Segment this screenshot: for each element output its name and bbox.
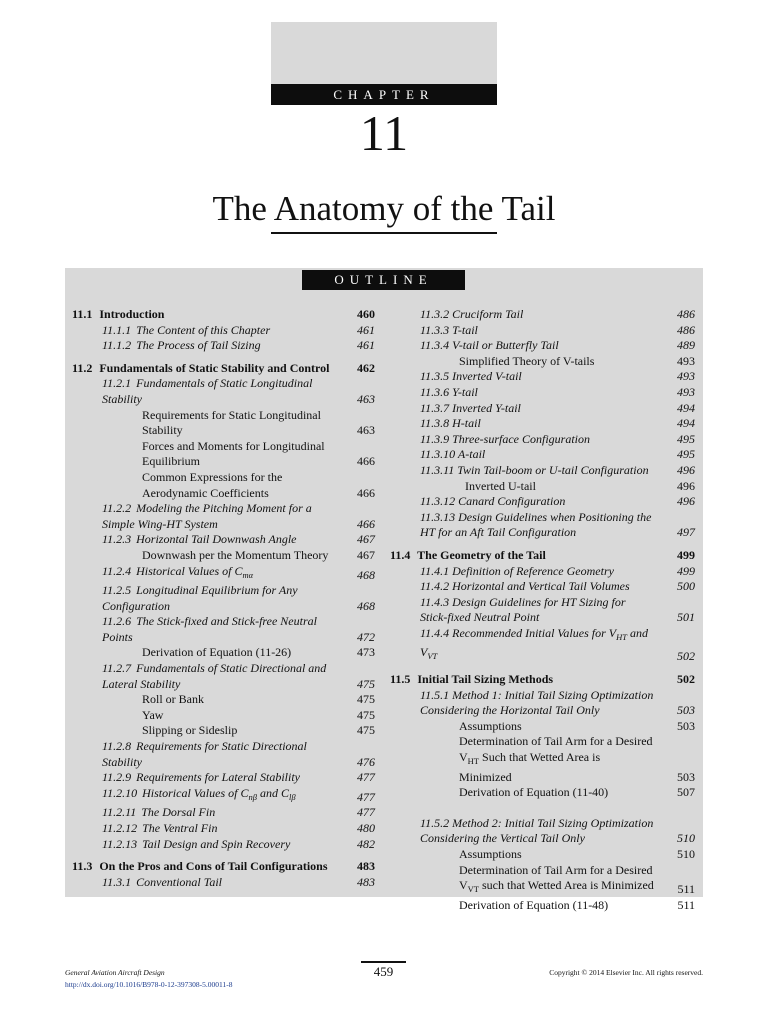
entry-title bbox=[459, 734, 695, 785]
outline-entry[interactable] bbox=[390, 719, 695, 735]
entry-text: Initial Tail Sizing Methods bbox=[417, 672, 554, 687]
outline-entry[interactable] bbox=[390, 564, 695, 580]
outline-entry[interactable] bbox=[390, 816, 695, 847]
entry-text: Such that Wetted Area is Minimized bbox=[459, 750, 601, 784]
outline-entry[interactable] bbox=[72, 548, 375, 564]
entry-number: 11.3.5 bbox=[420, 369, 450, 384]
chapter-header-box bbox=[271, 22, 497, 84]
entry-page-number: 472 bbox=[357, 629, 375, 644]
entry-text: The Ventral Fin bbox=[142, 821, 218, 835]
entry-text: The Process of Tail Sizing bbox=[136, 338, 261, 353]
outline-entry[interactable] bbox=[72, 564, 375, 584]
entry-page-number: 493 bbox=[677, 369, 695, 384]
entry-subscript: HT bbox=[616, 631, 627, 642]
entry-text: Forces and Moments for Longitudinal Equilibrium bbox=[142, 438, 325, 469]
entry-title bbox=[142, 439, 375, 470]
outline-entry[interactable] bbox=[390, 494, 695, 510]
entry-title bbox=[459, 719, 695, 735]
entry-text: Inverted Y-tail bbox=[452, 400, 521, 415]
entry-title bbox=[459, 863, 695, 898]
entry-title bbox=[459, 785, 695, 801]
entry-page-number: 466 bbox=[357, 516, 375, 531]
outline-section[interactable] bbox=[72, 307, 375, 323]
entry-page-number: 467 bbox=[357, 532, 375, 547]
entry-title bbox=[102, 583, 375, 614]
entry-text: Requirements for Static Directional Stability bbox=[102, 739, 307, 769]
outline-section[interactable] bbox=[72, 859, 375, 875]
entry-text: The Dorsal Fin bbox=[141, 805, 216, 820]
entry-page-number: 477 bbox=[357, 789, 375, 804]
entry-number: 11.2.13 bbox=[102, 836, 138, 851]
outline-entry[interactable] bbox=[72, 708, 375, 724]
entry-number: 11.4 bbox=[390, 547, 411, 562]
entry-page-number: 462 bbox=[357, 360, 375, 375]
outline-entry[interactable] bbox=[390, 432, 695, 448]
outline-entry[interactable] bbox=[390, 338, 695, 354]
entry-text: H-tail bbox=[452, 416, 481, 431]
outline-section[interactable] bbox=[72, 361, 375, 377]
entry-text: Method 2: Initial Tail Sizing Optimization Considering the Vertical Tail Only bbox=[420, 815, 654, 846]
entry-title bbox=[420, 416, 695, 432]
entry-text: Modeling the Pitching Moment for a Simple Wing-HT System bbox=[102, 501, 312, 531]
entry-page-number: 467 bbox=[357, 547, 375, 562]
entry-page-number: 503 bbox=[677, 703, 695, 718]
chapter-title: The Anatomy of the Tail bbox=[212, 189, 556, 228]
entry-title bbox=[459, 354, 695, 370]
outline-entry[interactable] bbox=[72, 439, 375, 470]
entry-text: Canard Configuration bbox=[458, 494, 566, 509]
entry-title bbox=[420, 816, 695, 847]
entry-title bbox=[420, 510, 695, 541]
entry-text: Historical Values of C bbox=[142, 785, 249, 800]
entry-subscript: VT bbox=[427, 651, 438, 662]
entry-text: A-tail bbox=[457, 447, 486, 462]
entry-title bbox=[420, 447, 695, 463]
entry-text: Introduction bbox=[99, 307, 165, 321]
entry-number: 11.5.2 bbox=[420, 815, 450, 830]
entry-title bbox=[142, 548, 375, 564]
entry-title bbox=[102, 614, 375, 645]
entry-text: and V bbox=[420, 625, 648, 660]
entry-page-number: 497 bbox=[677, 525, 695, 540]
entry-text: Historical Values of C bbox=[136, 563, 243, 578]
entry-title bbox=[142, 692, 375, 708]
footer-book-title: General Aviation Aircraft Design bbox=[65, 968, 165, 977]
outline-entry[interactable] bbox=[390, 863, 695, 898]
entry-text: Common Expressions for the Aerodynamic Coefficients bbox=[142, 469, 283, 500]
outline-entry[interactable] bbox=[72, 875, 375, 891]
entry-number: 11.5.1 bbox=[420, 687, 450, 702]
entry-page-number: 495 bbox=[677, 431, 695, 446]
entry-text: Recommended Initial Values for V bbox=[452, 625, 617, 640]
entry-text: Requirements for Static Longitudinal Stability bbox=[142, 407, 321, 438]
entry-text: Derivation of Equation (11-48) bbox=[459, 897, 609, 912]
entry-text: Roll or Bank bbox=[142, 692, 204, 707]
entry-page-number: 486 bbox=[677, 322, 695, 337]
entry-number: 11.3.6 bbox=[420, 384, 450, 399]
entry-title bbox=[420, 463, 695, 479]
entry-title bbox=[390, 548, 695, 564]
entry-title bbox=[459, 847, 695, 863]
entry-title bbox=[142, 723, 375, 739]
outline-entry[interactable] bbox=[72, 645, 375, 661]
entry-page-number: 496 bbox=[677, 462, 695, 477]
entry-page-number: 460 bbox=[357, 307, 375, 321]
entry-number: 11.4.1 bbox=[420, 563, 450, 578]
footer-copyright: Copyright © 2014 Elsevier Inc. All rights reserved. bbox=[549, 968, 703, 977]
entry-number: 11.3.9 bbox=[420, 431, 450, 446]
entry-title bbox=[420, 579, 695, 595]
entry-page-number: 475 bbox=[357, 676, 375, 691]
entry-text: and C bbox=[256, 785, 289, 800]
entry-page-number: 486 bbox=[677, 307, 695, 321]
entry-title bbox=[102, 739, 375, 770]
entry-page-number: 480 bbox=[357, 821, 375, 835]
entry-title bbox=[142, 408, 375, 439]
entry-number: 11.2.4 bbox=[102, 563, 132, 578]
entry-page-number: 482 bbox=[357, 836, 375, 851]
entry-number: 11.2.6 bbox=[102, 614, 132, 629]
outline-entry[interactable] bbox=[72, 805, 375, 821]
entry-page-number: 503 bbox=[677, 718, 695, 733]
entry-title bbox=[102, 786, 375, 806]
entry-title bbox=[420, 595, 695, 626]
chapter-label: CHAPTER bbox=[271, 84, 497, 105]
entry-title bbox=[390, 672, 695, 688]
outline-spacer bbox=[390, 801, 695, 816]
entry-text: Y-tail bbox=[452, 384, 478, 399]
entry-page-number: 468 bbox=[357, 567, 375, 582]
entry-page-number: 477 bbox=[357, 805, 375, 820]
entry-text: such that Wetted Area is Minimized bbox=[479, 878, 654, 893]
entry-title bbox=[459, 898, 695, 914]
entry-text: Method 1: Initial Tail Sizing Optimization Considering the Horizontal Tail Only bbox=[420, 687, 654, 718]
entry-text: Slipping or Sideslip bbox=[142, 723, 238, 738]
entry-text: The Stick-fixed and Stick-free Neutral Points bbox=[102, 614, 317, 644]
entry-text: The Geometry of the Tail bbox=[417, 547, 546, 562]
outline-entry[interactable] bbox=[390, 463, 695, 479]
entry-page-number: 495 bbox=[677, 447, 695, 462]
entry-number: 11.2.5 bbox=[102, 583, 132, 598]
entry-number: 11.2 bbox=[72, 360, 93, 375]
entry-page-number: 489 bbox=[677, 338, 695, 353]
entry-text: Derivation of Equation (11-26) bbox=[142, 645, 292, 660]
entry-page-number: 468 bbox=[357, 598, 375, 613]
entry-text: Design Guidelines for HT Sizing for Stick-fixed Neutral Point bbox=[420, 594, 626, 625]
outline-entry[interactable] bbox=[72, 837, 375, 853]
outline-entry[interactable] bbox=[390, 416, 695, 432]
outline-entry[interactable] bbox=[72, 739, 375, 770]
entry-title bbox=[465, 479, 695, 495]
outline-entry[interactable] bbox=[72, 614, 375, 645]
entry-page-number: 461 bbox=[357, 338, 375, 353]
entry-page-number: 475 bbox=[357, 692, 375, 707]
entry-text: Three-surface Configuration bbox=[452, 431, 590, 446]
outline-entry[interactable] bbox=[72, 770, 375, 786]
outline-entry[interactable] bbox=[72, 408, 375, 439]
entry-page-number: 494 bbox=[677, 416, 695, 431]
outline-entry[interactable] bbox=[390, 307, 695, 323]
entry-title bbox=[102, 770, 375, 786]
outline-entry[interactable] bbox=[72, 501, 375, 532]
entry-page-number: 496 bbox=[677, 494, 695, 509]
entry-page-number: 496 bbox=[677, 478, 695, 493]
entry-title bbox=[420, 688, 695, 719]
entry-title bbox=[72, 307, 375, 323]
entry-page-number: 493 bbox=[677, 353, 695, 368]
outline-left-column bbox=[72, 307, 375, 890]
outline-entry[interactable] bbox=[72, 583, 375, 614]
entry-number: 11.3.2 bbox=[420, 307, 450, 321]
entry-number: 11.3 bbox=[72, 859, 93, 874]
entry-title bbox=[102, 564, 375, 584]
outline-entry[interactable] bbox=[72, 723, 375, 739]
entry-text: The Content of this Chapter bbox=[136, 322, 271, 337]
outline-entry[interactable] bbox=[390, 385, 695, 401]
outline-entry[interactable] bbox=[390, 479, 695, 495]
entry-page-number: 466 bbox=[357, 485, 375, 500]
footer-page-rule bbox=[361, 961, 406, 963]
entry-text: On the Pros and Cons of Tail Configurations bbox=[99, 859, 328, 874]
entry-page-number: 475 bbox=[357, 707, 375, 722]
entry-page-number: 461 bbox=[357, 322, 375, 337]
outline-right-column bbox=[390, 307, 695, 913]
entry-page-number: 473 bbox=[357, 645, 375, 660]
entry-text: Horizontal Tail Downwash Angle bbox=[136, 532, 297, 547]
entry-number: 11.3.1 bbox=[102, 874, 132, 889]
entry-number: 11.4.4 bbox=[420, 625, 450, 640]
entry-title bbox=[420, 323, 695, 339]
outline-entry[interactable] bbox=[72, 470, 375, 501]
entry-page-number: 476 bbox=[357, 754, 375, 769]
entry-number: 11.3.8 bbox=[420, 416, 450, 431]
entry-title bbox=[102, 323, 375, 339]
entry-text: Assumptions bbox=[459, 847, 522, 861]
entry-page-number: 499 bbox=[677, 563, 695, 578]
entry-title bbox=[420, 307, 695, 323]
entry-number: 11.3.3 bbox=[420, 322, 450, 337]
outline-entry[interactable] bbox=[390, 369, 695, 385]
footer-doi-link[interactable]: http://dx.doi.org/10.1016/B978-0-12-397308-5.00011-8 bbox=[65, 980, 233, 989]
entry-number: 11.1.1 bbox=[102, 322, 132, 337]
outline-entry[interactable] bbox=[390, 898, 695, 914]
outline-entry[interactable] bbox=[72, 661, 375, 692]
entry-subscript: lβ bbox=[288, 791, 296, 802]
outline-section[interactable] bbox=[390, 548, 695, 564]
entry-title bbox=[102, 661, 375, 692]
entry-title bbox=[102, 376, 375, 407]
entry-text: Cruciform Tail bbox=[452, 307, 524, 321]
page-number: 459 bbox=[373, 964, 394, 979]
entry-page-number: 500 bbox=[677, 579, 695, 594]
entry-text: Downwash per the Momentum Theory bbox=[142, 547, 329, 562]
entry-page-number: 494 bbox=[677, 400, 695, 415]
entry-page-number: 463 bbox=[357, 391, 375, 406]
entry-page-number: 463 bbox=[357, 423, 375, 438]
outline-entry[interactable] bbox=[72, 338, 375, 354]
outline-entry[interactable] bbox=[390, 447, 695, 463]
entry-number: 11.4.3 bbox=[420, 594, 450, 609]
entry-page-number: 511 bbox=[677, 897, 695, 912]
entry-title bbox=[102, 875, 375, 891]
entry-text: V-tail or Butterfly Tail bbox=[452, 338, 559, 353]
entry-text: Horizontal and Vertical Tail Volumes bbox=[452, 579, 630, 594]
entry-text: Inverted V-tail bbox=[452, 369, 522, 384]
entry-text: Yaw bbox=[142, 707, 164, 722]
entry-text: Determination of Tail Arm for a Desired V bbox=[459, 862, 653, 893]
outline-entry[interactable] bbox=[72, 323, 375, 339]
entry-title bbox=[102, 805, 375, 821]
entry-text: Design Guidelines when Positioning the HT for an Aft Tail Configuration bbox=[420, 509, 652, 540]
outline-entry[interactable] bbox=[72, 786, 375, 806]
outline-entry[interactable] bbox=[390, 626, 695, 665]
entry-title bbox=[420, 432, 695, 448]
entry-text: Longitudinal Equilibrium for Any Configuration bbox=[102, 583, 298, 613]
entry-text: Determination of Tail Arm for a Desired V bbox=[459, 734, 653, 765]
entry-number: 11.1 bbox=[72, 307, 93, 321]
entry-title bbox=[102, 532, 375, 548]
entry-text: Assumptions bbox=[459, 718, 522, 733]
entry-number: 11.4.2 bbox=[420, 579, 450, 594]
entry-text: T-tail bbox=[452, 322, 478, 337]
entry-number: 11.2.2 bbox=[102, 501, 132, 516]
entry-title bbox=[102, 338, 375, 354]
outline-entry[interactable] bbox=[390, 785, 695, 801]
entry-page-number: 510 bbox=[677, 831, 695, 846]
entry-number: 11.2.7 bbox=[102, 661, 132, 676]
entry-title bbox=[420, 401, 695, 417]
entry-number: 11.3.7 bbox=[420, 400, 450, 415]
entry-title bbox=[102, 501, 375, 532]
entry-page-number: 507 bbox=[677, 785, 695, 800]
outline-entry[interactable] bbox=[72, 821, 375, 837]
footer-book-info bbox=[65, 967, 233, 991]
entry-page-number: 466 bbox=[357, 454, 375, 469]
chapter-number: 11 bbox=[359, 105, 409, 161]
entry-page-number: 477 bbox=[357, 770, 375, 785]
entry-title bbox=[72, 859, 375, 875]
entry-title bbox=[420, 338, 695, 354]
outline-entry[interactable] bbox=[390, 734, 695, 785]
entry-text: Inverted U-tail bbox=[465, 478, 536, 493]
entry-title bbox=[102, 837, 375, 853]
entry-title bbox=[420, 494, 695, 510]
entry-text: Fundamentals of Static Directional and Lateral Stability bbox=[102, 661, 327, 691]
entry-page-number: 510 bbox=[677, 847, 695, 861]
entry-title bbox=[102, 821, 375, 837]
entry-number: 11.2.1 bbox=[102, 376, 132, 391]
outline-label: OUTLINE bbox=[302, 270, 465, 290]
entry-page-number: 483 bbox=[357, 874, 375, 889]
entry-title bbox=[72, 361, 375, 377]
entry-title bbox=[420, 385, 695, 401]
entry-page-number: 502 bbox=[677, 672, 695, 687]
entry-number: 11.3.11 bbox=[420, 462, 455, 477]
entry-title bbox=[142, 645, 375, 661]
outline-entry[interactable] bbox=[72, 376, 375, 407]
entry-text: Derivation of Equation (11-40) bbox=[459, 785, 609, 800]
entry-text: Conventional Tail bbox=[136, 874, 223, 889]
entry-text: Definition of Reference Geometry bbox=[452, 563, 614, 578]
entry-text: Fundamentals of Static Stability and Control bbox=[99, 360, 330, 375]
outline-entry[interactable] bbox=[390, 595, 695, 626]
outline-entry[interactable] bbox=[390, 847, 695, 863]
entry-page-number: 493 bbox=[677, 384, 695, 399]
entry-title bbox=[420, 564, 695, 580]
entry-page-number: 483 bbox=[357, 859, 375, 874]
entry-number: 11.2.12 bbox=[102, 821, 138, 835]
entry-page-number: 502 bbox=[677, 649, 695, 664]
outline-entry[interactable] bbox=[390, 688, 695, 719]
outline-entry[interactable] bbox=[390, 323, 695, 339]
outline-entry[interactable] bbox=[390, 401, 695, 417]
outline-entry[interactable] bbox=[390, 354, 695, 370]
entry-text: Twin Tail-boom or U-tail Configuration bbox=[457, 462, 649, 477]
entry-number: 11.2.8 bbox=[102, 739, 132, 754]
outline-section[interactable] bbox=[390, 672, 695, 688]
outline-entry[interactable] bbox=[72, 532, 375, 548]
entry-page-number: 511 bbox=[677, 882, 695, 897]
entry-text: Fundamentals of Static Longitudinal Stability bbox=[102, 376, 313, 406]
entry-page-number: 475 bbox=[357, 723, 375, 738]
entry-number: 11.2.11 bbox=[102, 805, 137, 820]
entry-number: 11.3.10 bbox=[420, 447, 456, 462]
entry-number: 11.2.9 bbox=[102, 770, 132, 785]
entry-subscript: mα bbox=[242, 569, 254, 580]
entry-number: 11.2.3 bbox=[102, 532, 132, 547]
entry-text: Requirements for Lateral Stability bbox=[136, 770, 300, 785]
outline-entry[interactable] bbox=[390, 579, 695, 595]
outline-entry[interactable] bbox=[390, 510, 695, 541]
entry-subscript: nβ bbox=[248, 791, 257, 802]
title-underline bbox=[271, 232, 497, 234]
entry-subscript: VT bbox=[467, 884, 480, 895]
entry-number: 11.2.10 bbox=[102, 785, 138, 800]
entry-text: Tail Design and Spin Recovery bbox=[142, 836, 291, 851]
entry-subscript: HT bbox=[467, 756, 480, 767]
entry-title bbox=[420, 369, 695, 385]
entry-page-number: 503 bbox=[677, 769, 695, 784]
entry-number: 11.1.2 bbox=[102, 338, 132, 353]
entry-number: 11.3.12 bbox=[420, 494, 456, 509]
outline-entry[interactable] bbox=[72, 692, 375, 708]
entry-page-number: 501 bbox=[677, 610, 695, 625]
entry-title bbox=[142, 708, 375, 724]
entry-number: 11.3.13 bbox=[420, 509, 456, 524]
entry-title bbox=[142, 470, 375, 501]
entry-number: 11.5 bbox=[390, 672, 411, 687]
entry-number: 11.3.4 bbox=[420, 338, 450, 353]
entry-title bbox=[420, 626, 695, 665]
entry-text: Simplified Theory of V-tails bbox=[459, 353, 595, 368]
entry-page-number: 499 bbox=[677, 547, 695, 562]
